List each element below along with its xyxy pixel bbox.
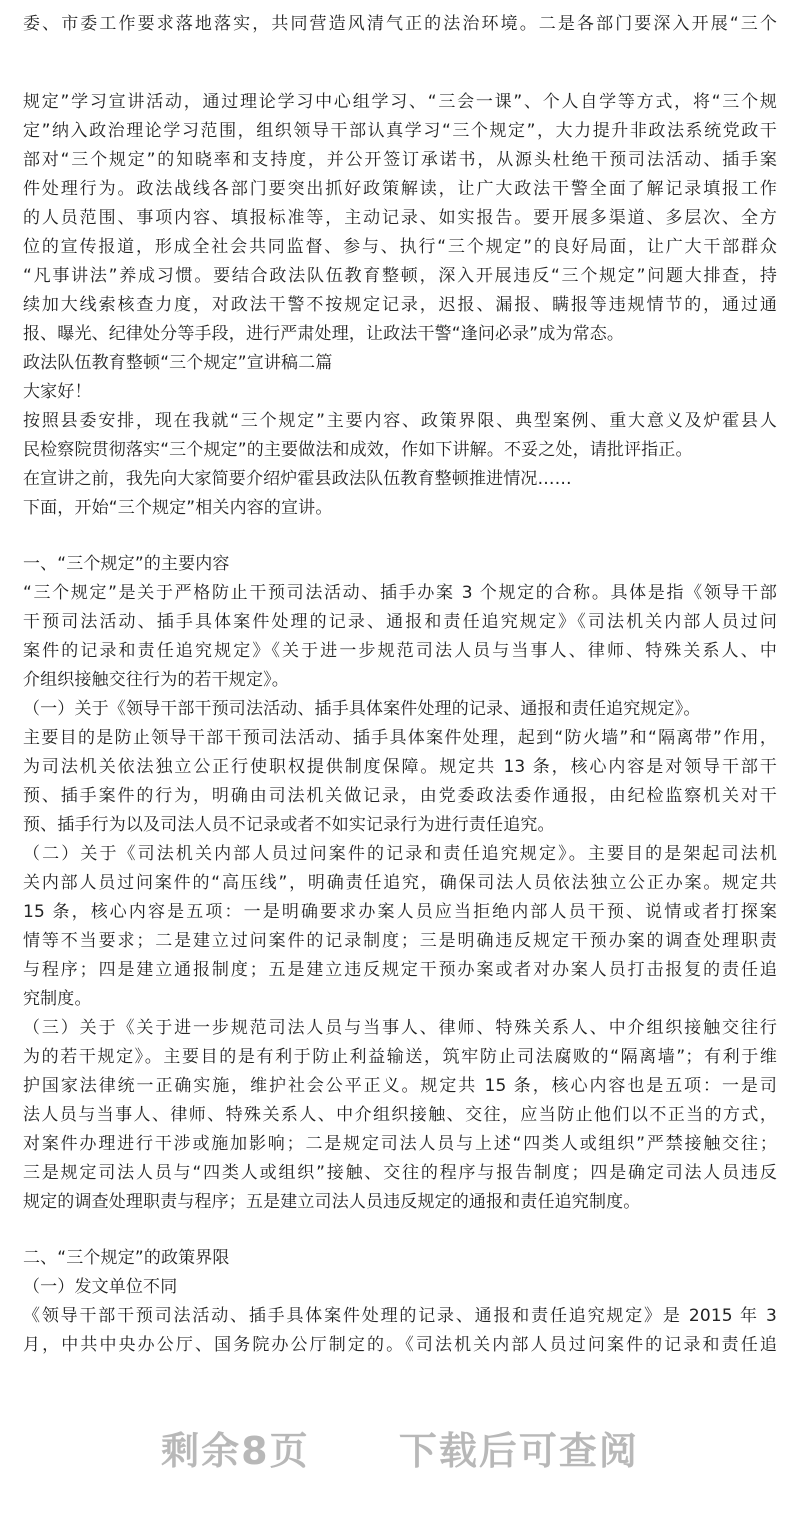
subsection-heading: （三）关于《关于进一步规范司法人员与当事人、律师、特殊关系人、中介组织接触交往行: [23, 1018, 777, 1038]
paragraph-line: 护国家法律统一正确实施，维护社会公平正义。规定共 15 条，核心内容也是五项：一是司: [23, 1076, 777, 1096]
paragraph-line: 案件的记录和责任追究规定》《关于进一步规范司法人员与当事人、律师、特殊关系人、中: [23, 641, 777, 661]
paragraph-line: 件处理行为。政法战线各部门要突出抓好政策解读，让广大政法干警全面了解记录填报工作: [23, 179, 777, 199]
paragraph-line: 预、插手案件的行为，明确由司法机关做记录，由党委政法委作通报，由纪检监察机关对干: [23, 786, 777, 806]
paragraph-line: 续加大线索核查力度，对政法干警不按规定记录，迟报、漏报、瞒报等违规情节的，通过通: [23, 295, 777, 315]
paragraph-line: 的人员范围、事项内容、填报标准等，主动记录、如实报告。要开展多渠道、多层次、全方: [23, 208, 777, 228]
paragraph-line: 《领导干部干预司法活动、插手具体案件处理的记录、通报和责任追究规定》是 2015 年 3: [23, 1306, 777, 1326]
paragraph-line: 委、市委工作要求落地落实，共同营造风清气正的法治环境。二是各部门要深入开展“三个: [23, 14, 777, 34]
paragraph-line: 干预司法活动、插手具体案件处理的记录、通报和责任追究规定》《司法机关内部人员过问: [23, 612, 777, 632]
greeting: 大家好！: [23, 382, 92, 402]
paragraph-line: 三是规定司法人员与“四类人或组织”接触、交往的程序与报告制度；四是确定司法人员违反: [23, 1163, 777, 1183]
download-to-view-label[interactable]: 下载后可查阅: [398, 1429, 639, 1473]
paragraph-line: 15 条，核心内容是五项：一是明确要求办案人员应当拒绝内部人员干预、说情或者打探案: [23, 902, 777, 922]
subsection-heading: （一）关于《领导干部干预司法活动、插手具体案件处理的记录、通报和责任追究规定》。: [23, 699, 701, 719]
paragraph-line: 位的宣传报道，形成全社会共同监督、参与、执行“三个规定”的良好局面，让广大干部群众: [23, 237, 777, 257]
paragraph-line: 规定的调查处理职责与程序；五是建立司法人员违反规定的通报和责任追究制度。: [23, 1192, 641, 1212]
paragraph-line: 究制度。: [23, 989, 92, 1009]
paragraph-line: 主要目的是防止领导干部干预司法活动、插手具体案件处理，起到“防火墙”和“隔离带”作用，: [23, 728, 777, 748]
paragraph-line: 对案件办理进行干涉或施加影响；二是规定司法人员与上述“四类人或组织”严禁接触交往；: [23, 1134, 777, 1154]
section-heading: 一、“三个规定”的主要内容: [23, 554, 230, 574]
paragraph-line: 下面，开始“三个规定”相关内容的宣讲。: [23, 498, 333, 518]
paragraph-line: 为司法机关依法独立公正行使职权提供制度保障。规定共 13 条，核心内容是对领导干部干: [23, 757, 777, 777]
paragraph-line: 民检察院贯彻落实“三个规定”的主要做法和成效，作如下讲解。不妥之处，请批评指正。: [23, 440, 693, 460]
subsection-heading: （二）关于《司法机关内部人员过问案件的记录和责任追究规定》。主要目的是架起司法机: [23, 844, 777, 864]
paragraph-line: 报、曝光、纪律处分等手段，进行严肃处理，让政法干警“逢问必录”成为常态。: [23, 324, 625, 344]
preview-limit-banner[interactable]: [0, 1420, 800, 1480]
paragraph-line: 在宣讲之前，我先向大家简要介绍炉霍县政法队伍教育整顿推进情况……: [23, 469, 572, 489]
paragraph-line: 与程序；四是建立通报制度；五是建立违反规定干预办案或者对办案人员打击报复的责任追: [23, 960, 777, 980]
paragraph-line: 法人员与当事人、律师、特殊关系人、中介组织接触、交往，应当防止他们以不正当的方式，: [23, 1105, 777, 1125]
paragraph-line: 预、插手行为以及司法人员不记录或者不如实记录行为进行责任追究。: [23, 815, 555, 835]
subsection-heading: （一）发文单位不同: [23, 1277, 178, 1297]
remaining-pages-label: 剩余8页: [161, 1429, 310, 1473]
paragraph-line: “凡事讲法”养成习惯。要结合政法队伍教育整顿，深入开展违反“三个规定”问题大排查，持: [23, 266, 777, 286]
section-title: 政法队伍教育整顿“三个规定”宣讲稿二篇: [23, 353, 333, 373]
section-heading: 二、“三个规定”的政策界限: [23, 1248, 230, 1268]
paragraph-line: 情等不当要求；二是建立过问案件的记录制度；三是明确违反规定干预办案的调查处理职责: [23, 931, 777, 951]
paragraph-line: “三个规定”是关于严格防止干预司法活动、插手办案 3 个规定的合称。具体是指《领导干部: [23, 583, 777, 603]
paragraph-line: 定”纳入政治理论学习范围，组织领导干部认真学习“三个规定”，大力提升非政法系统党政干: [23, 121, 777, 141]
paragraph-line: 按照县委安排，现在我就“三个规定”主要内容、政策界限、典型案例、重大意义及炉霍县人: [23, 411, 777, 431]
paragraph-line: 部对“三个规定”的知晓率和支持度，并公开签订承诺书，从源头杜绝干预司法活动、插手案: [23, 150, 777, 170]
paragraph-line: 月，中共中央办公厅、国务院办公厅制定的。《司法机关内部人员过问案件的记录和责任追: [23, 1335, 777, 1355]
paragraph-line: 关内部人员过问案件的“高压线”，明确责任追究，确保司法人员依法独立公正办案。规定共: [23, 873, 777, 893]
paragraph-line: 规定”学习宣讲活动，通过理论学习中心组学习、“三会一课”、个人自学等方式，将“三个规: [23, 92, 777, 112]
paragraph-line: 介组织接触交往行为的若干规定》。: [23, 670, 289, 690]
paragraph-line: 为的若干规定》。主要目的是有利于防止利益输送，筑牢防止司法腐败的“隔离墙”；有利于维: [23, 1047, 777, 1067]
